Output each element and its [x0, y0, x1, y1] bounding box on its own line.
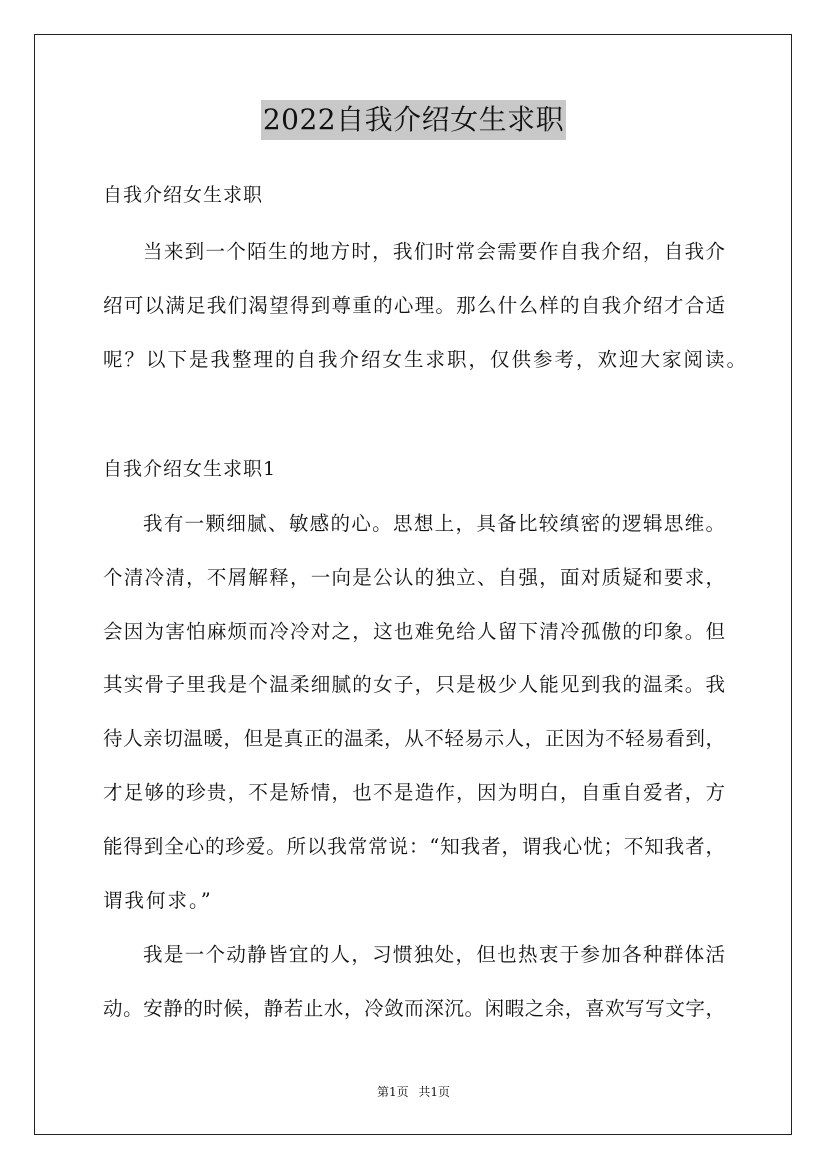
paragraph-line: 我是一个动静皆宜的人，习惯独处，但也热衷于参加各种群体活 — [143, 943, 725, 966]
paragraph-line: 动。安静的时候，静若止水，冷敛而深沉。闲暇之余，喜欢写写文字， — [103, 997, 725, 1020]
paragraph-line: 会因为害怕麻烦而冷冷对之，这也难免给人留下清冷孤傲的印象。但 — [103, 620, 725, 643]
intro-line: 当来到一个陌生的地方时，我们时常会需要作自我介绍，自我介 — [143, 240, 725, 263]
paragraph-line: 其实骨子里我是个温柔细腻的女子，只是极少人能见到我的温柔。我 — [103, 673, 725, 696]
section-heading: 自我介绍女生求职1 — [103, 458, 277, 480]
title-container — [0, 100, 827, 140]
page-number: 第1页 — [376, 1085, 409, 1099]
paragraph-line: 能得到全心的珍爱。所以我常常说：“知我者，谓我心忧；不知我者， — [103, 835, 725, 858]
intro-line: 绍可以满足我们渴望得到尊重的心理。那么什么样的自我介绍才合适 — [103, 294, 725, 317]
paragraph-line: 我有一颗细腻、敏感的心。思想上，具备比较缜密的逻辑思维。 — [143, 512, 725, 535]
paragraph-line: 待人亲切温暖，但是真正的温柔，从不轻易示人，正因为不轻易看到， — [103, 727, 725, 750]
document-title: 2022自我介绍女生求职 — [261, 100, 566, 140]
document-subtitle: 自我介绍女生求职 — [103, 184, 264, 206]
page-total: 共1页 — [418, 1085, 451, 1099]
page-footer — [0, 1083, 827, 1100]
paragraph-line: 才足够的珍贵，不是矫情，也不是造作，因为明白，自重自爱者，方 — [103, 781, 725, 804]
intro-line: 呢？以下是我整理的自我介绍女生求职，仅供参考，欢迎大家阅读。 — [103, 348, 749, 371]
paragraph-line: 谓我何求。” — [103, 889, 213, 912]
paragraph-line: 个清冷清，不屑解释，一向是公认的独立、自强，面对质疑和要求， — [103, 566, 725, 589]
